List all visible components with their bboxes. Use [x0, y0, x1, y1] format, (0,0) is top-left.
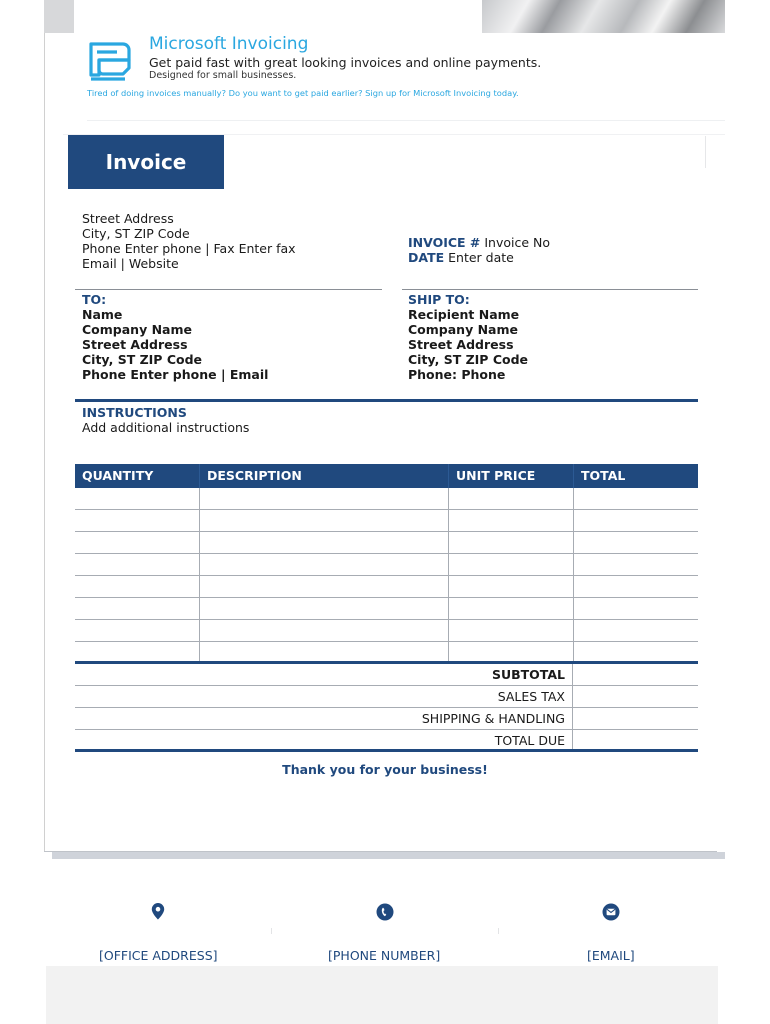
email-icon — [602, 903, 620, 921]
banner-promo-link[interactable]: Tired of doing invoices manually? Do you want to get paid earlier? Sign up for Microsoft Invoicing today. — [87, 88, 519, 98]
description-cell[interactable] — [200, 532, 449, 553]
sales-tax-label: SALES TAX — [75, 686, 573, 707]
microsoft-invoicing-banner[interactable] — [45, 33, 725, 133]
total-cell[interactable] — [574, 554, 698, 575]
to-company[interactable]: Company Name — [82, 322, 192, 337]
description-cell[interactable] — [200, 576, 449, 597]
to-name[interactable]: Name — [82, 307, 123, 322]
table-header — [75, 464, 698, 488]
sender-phone-fax[interactable]: Phone Enter phone | Fax Enter fax — [82, 241, 296, 256]
banner-title: Microsoft Invoicing — [149, 34, 309, 54]
total-due-value[interactable] — [573, 730, 698, 751]
table-row — [75, 576, 698, 598]
ship-to-city[interactable]: City, ST ZIP Code — [408, 352, 529, 367]
invoice-date-value[interactable]: Enter date — [448, 250, 514, 265]
invoice-number-label: INVOICE # — [408, 235, 481, 250]
description-cell[interactable] — [200, 554, 449, 575]
to-phone-email[interactable]: Phone Enter phone | Email — [82, 367, 269, 382]
microsoft-invoicing-logo-icon — [87, 41, 135, 83]
to-street-address[interactable]: Street Address — [82, 337, 188, 352]
invoice-date-row — [408, 250, 514, 265]
total-due-row — [75, 730, 698, 751]
unit-price-cell[interactable] — [449, 598, 574, 619]
sender-street-address[interactable]: Street Address — [82, 211, 174, 226]
divider — [75, 399, 698, 402]
divider — [75, 749, 698, 752]
divider — [75, 289, 382, 290]
ship-to-street-address[interactable]: Street Address — [408, 337, 514, 352]
to-label: TO: — [82, 292, 107, 307]
shipping-row — [75, 708, 698, 730]
divider — [87, 120, 725, 121]
subtotal-label: SUBTOTAL — [75, 664, 573, 685]
column-header-quantity: QUANTITY — [75, 464, 200, 488]
footer-background — [46, 966, 718, 1024]
invoice-date-label: DATE — [408, 250, 445, 265]
thank-you-note[interactable]: Thank you for your business! — [282, 762, 488, 777]
total-cell[interactable] — [574, 510, 698, 531]
ship-to-phone[interactable]: Phone: Phone — [408, 367, 506, 382]
total-cell[interactable] — [574, 488, 698, 509]
unit-price-cell[interactable] — [449, 488, 574, 509]
footer-email[interactable]: [EMAIL] — [587, 948, 635, 963]
table-row — [75, 598, 698, 620]
phone-icon — [376, 903, 394, 921]
table-row — [75, 620, 698, 642]
quantity-cell[interactable] — [75, 510, 200, 531]
description-cell[interactable] — [200, 620, 449, 641]
total-cell[interactable] — [574, 576, 698, 597]
instructions-text[interactable]: Add additional instructions — [82, 420, 250, 435]
table-row — [75, 488, 698, 510]
unit-price-cell[interactable] — [449, 620, 574, 641]
unit-price-cell[interactable] — [449, 510, 574, 531]
banner-tagline: Designed for small businesses. — [149, 70, 297, 81]
invoice-document-page — [44, 33, 725, 851]
description-cell[interactable] — [200, 642, 449, 663]
subtotal-row — [75, 664, 698, 686]
shipping-label: SHIPPING & HANDLING — [75, 708, 573, 729]
sales-tax-row — [75, 686, 698, 708]
footer-office-address[interactable]: [OFFICE ADDRESS] — [99, 948, 218, 963]
description-cell[interactable] — [200, 488, 449, 509]
total-cell[interactable] — [574, 598, 698, 619]
location-pin-icon — [149, 902, 167, 920]
sales-tax-value[interactable] — [573, 686, 698, 707]
invoice-number-row — [408, 235, 550, 250]
sender-city[interactable]: City, ST ZIP Code — [82, 226, 190, 241]
description-cell[interactable] — [200, 510, 449, 531]
ship-to-recipient[interactable]: Recipient Name — [408, 307, 520, 322]
ship-to-company[interactable]: Company Name — [408, 322, 518, 337]
instructions-label: INSTRUCTIONS — [82, 405, 187, 420]
divider — [271, 928, 272, 934]
to-city[interactable]: City, ST ZIP Code — [82, 352, 203, 367]
unit-price-cell[interactable] — [449, 532, 574, 553]
column-header-description: DESCRIPTION — [200, 464, 449, 488]
divider — [402, 289, 698, 290]
quantity-cell[interactable] — [75, 620, 200, 641]
quantity-cell[interactable] — [75, 598, 200, 619]
quantity-cell[interactable] — [75, 554, 200, 575]
footer-phone-number[interactable]: [PHONE NUMBER] — [328, 948, 441, 963]
divider — [705, 136, 706, 168]
unit-price-cell[interactable] — [449, 576, 574, 597]
table-row — [75, 554, 698, 576]
total-cell[interactable] — [574, 532, 698, 553]
column-header-total: TOTAL — [581, 468, 626, 483]
sender-email-website[interactable]: Email | Website — [82, 256, 179, 271]
shipping-value[interactable] — [573, 708, 698, 729]
column-header-unit-price: UNIT PRICE — [449, 464, 574, 488]
line-items-table — [75, 464, 698, 663]
total-due-label: TOTAL DUE — [75, 730, 573, 751]
decorative-artwork — [482, 0, 725, 33]
invoice-heading: Invoice — [68, 135, 224, 189]
total-cell[interactable] — [574, 642, 698, 663]
quantity-cell[interactable] — [75, 488, 200, 509]
banner-subtitle: Get paid fast with great looking invoices and online payments. — [149, 55, 542, 70]
quantity-cell[interactable] — [75, 576, 200, 597]
divider — [498, 928, 499, 934]
table-row — [75, 642, 698, 663]
totals-table — [75, 664, 698, 751]
quantity-cell[interactable] — [75, 532, 200, 553]
quantity-cell[interactable] — [75, 642, 200, 663]
description-cell[interactable] — [200, 598, 449, 619]
table-row — [75, 532, 698, 554]
page-shadow — [52, 852, 725, 859]
invoice-number-value[interactable]: Invoice No — [484, 235, 551, 250]
total-cell[interactable] — [574, 620, 698, 641]
table-row — [75, 510, 698, 532]
subtotal-value[interactable] — [573, 664, 698, 685]
unit-price-cell[interactable] — [449, 642, 574, 663]
unit-price-cell[interactable] — [449, 554, 574, 575]
ship-to-label: SHIP TO: — [408, 292, 470, 307]
